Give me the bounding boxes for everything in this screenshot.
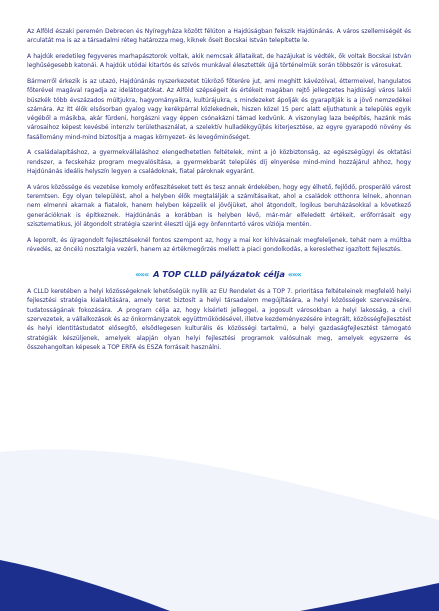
double-chevron-icon: «««: [135, 269, 149, 280]
paragraph: A hajdúk eredetileg fegyveres marhapásztorok voltak, akik nemcsak állataikat, de hazájukat is védték, ők voltak Bocskai István leghűségesebb katonái. A hajdúk utódai kitartós és szívós munkával élesztették újjá történelmük során többször is városukat.: [27, 52, 411, 70]
paragraph: A CLLD keretében a helyi közösségeknek lehetőségük nyílik az EU Rendelet és a TOP 7. prioritása feltételeinek megfelelő helyi fejlesztési stratégia kialakítására, amely teret biztosít a helyi társadalom megújítására, a helyi közösségek szervezésére, tudatosságának fokozására. .A program célja az, hogy kísérleti jelleggel, a jogosult városokban a helyi lakosság, a civil szervezetek, a vállalkozások és az önkormányzatok együttműködésével, illetve kezdeményezésére integrált, közösségfejlesztést és helyi identitástudatot elősegítő, elsődlegesen kulturális és közösségi tartalmú, a helyi gazdaságfejlesztést támogató stratégiák készüljenek, amelyek alapján olyan helyi fejlesztési programok valósulnak meg, amelyek egyszerre és összehangoltan képesek a TOP ERFA és ESZA forrásait használni.: [27, 288, 412, 351]
body-text: [27, 27, 411, 359]
double-chevron-icon-right: «««: [287, 269, 301, 280]
paragraph: Az Alföld északi peremén Debrecen és Nyíregyháza között félúton a Hajdúságban fekszik Hajdúnánás. A város szellemiségét és arculatát ma is az a társadalmi réteg határozza meg, kiknek őseit Bocskai István telepítette le.: [27, 28, 411, 45]
paragraph: A családalapításhoz, a gyermekvállaláshoz elengedhetetlen feltételek, mint a jó közbiztonság, az egészségügyi és oktatási rendszer, a fecskeház program megvalósítása, a gyermekbarát település díj elnyerése mind-mind hozzájárul ahhoz, hogy Hajdúnánás ideális helyszín legyen a családoknak, fiatal pároknak egyaránt.: [27, 149, 411, 176]
section-title: A TOP CLLD pályázatok célja: [153, 269, 285, 280]
paragraph: Bármerről érkezik is az utazó, Hajdúnánás nyszerkezetet tükröző főterére jut, ami meghitt kávézóival, éttermeivel, hangulatos főterével magával ragadja az idelátogatókat. Az Alföld szépségeit és értékeit magában rejtő jellegzetes hajdúsági város lakói büszkék több évszázados múltjukra, hagyományaikra, kultúrájukra, s mindezeket ápolják és gyarapítják is a jövő nemzedékei számára. Az itt élők elsősorban gyalog vagy kerékpárral közlekednek, hiszen közel 15 perc alatt eljuthatunk a település egyik végéből a másikba, akár fürdeni, horgászni vagy éppen csónakázni támad kedvünk. A viszonylag laza beépítés, hazánk más városaihoz képest kevésbé intenzív területhasználat, a szelektív hulladékgyűjtés kiterjesztése, az egyre gyarapodó növény és fasállomány mind-mind biztosítja a magas környezet- és levegőminőséget.: [27, 77, 411, 141]
paragraph: A város közössége és vezetése komoly erőfeszítéseket tett és tesz annak érdekében, hogy egy élhető, fejlődő, prosperáló várost teremtsen. Egy olyan települést, ahol a helyben élők megtalálják a számításaikat, ahol a családok otthonra lelnek, ahonnan nem elmenni akarnak a fiatalok, hanem helyben képzelik el jövőjüket, ahol átgondolt, logikus beruházásokkal a következő generációknak is építkeznek. Hajdúnánás a korábban is helyben lévő, már-már elfeledett értékeit, erőforrásait egy szisztematikus, jól átgondolt stratégia szerint élesztí újjá egy önfenntartó város víziója mentén.: [27, 183, 411, 228]
section-heading: [27, 269, 411, 280]
paragraph: A leporolt, és újragondolt fejlesztéseknél fontos szempont az, hogy a mai kor kihívásainak megfeleljenek, tehát nem a múltba révedés, az öncélú nosztalgia vezérli, hanem az értékmegőrzés mellett a piaci gondolkodás, a kereslethez igazított fejlesztés.: [27, 236, 411, 253]
